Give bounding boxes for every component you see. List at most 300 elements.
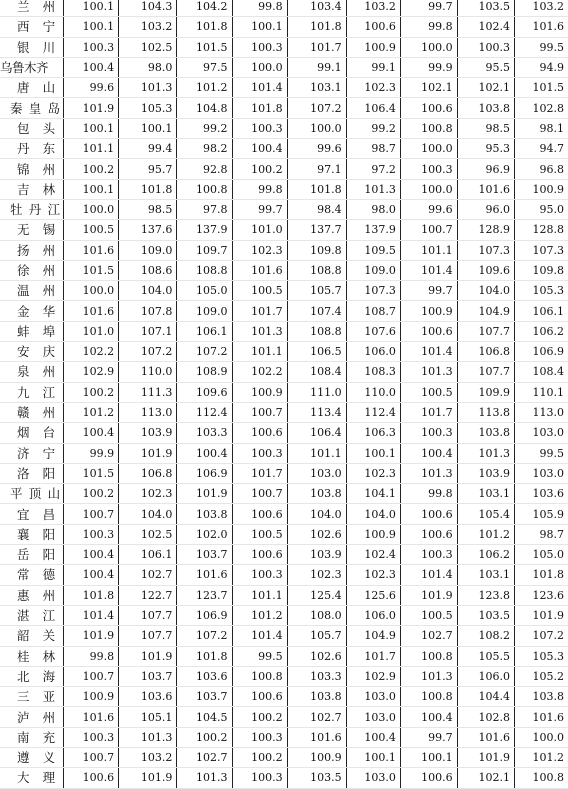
index-value-cell: 100.6 bbox=[232, 545, 287, 565]
index-value-cell: 100.9 bbox=[64, 687, 119, 707]
index-value-cell: 103.8 bbox=[287, 687, 346, 707]
index-value-cell: 109.6 bbox=[177, 382, 232, 402]
table-row bbox=[0, 37, 568, 57]
index-value-cell: 98.7 bbox=[515, 524, 568, 544]
city-name: 赣 州 bbox=[0, 402, 64, 422]
table-row bbox=[0, 687, 568, 707]
index-value-cell: 108.0 bbox=[287, 605, 346, 625]
city-name: 乌鲁木齐 bbox=[0, 57, 64, 77]
index-value-cell: 103.0 bbox=[346, 687, 400, 707]
index-value-cell: 101.9 bbox=[119, 646, 177, 666]
index-value-cell: 101.7 bbox=[232, 301, 287, 321]
index-value-cell: 94.9 bbox=[515, 57, 568, 77]
index-value-cell: 102.3 bbox=[346, 78, 400, 98]
index-value-cell: 104.4 bbox=[457, 687, 514, 707]
index-value-cell: 106.9 bbox=[177, 605, 232, 625]
city-name: 无 锡 bbox=[0, 220, 64, 240]
index-value-cell: 99.4 bbox=[119, 139, 177, 159]
index-value-cell: 99.5 bbox=[515, 443, 568, 463]
city-name: 常 德 bbox=[0, 565, 64, 585]
index-value-cell: 108.4 bbox=[287, 362, 346, 382]
index-value-cell: 98.5 bbox=[457, 118, 514, 138]
index-value-cell: 103.7 bbox=[119, 666, 177, 686]
index-value-cell: 103.2 bbox=[515, 0, 568, 17]
table-row bbox=[0, 443, 568, 463]
index-value-cell: 100.1 bbox=[64, 17, 119, 37]
index-value-cell: 107.2 bbox=[515, 626, 568, 646]
index-value-cell: 103.0 bbox=[515, 423, 568, 443]
index-value-cell: 106.4 bbox=[346, 98, 400, 118]
index-value-cell: 101.1 bbox=[232, 342, 287, 362]
index-value-cell: 102.1 bbox=[457, 768, 514, 788]
index-value-cell: 106.9 bbox=[515, 342, 568, 362]
city-name: 锦 州 bbox=[0, 159, 64, 179]
index-value-cell: 104.8 bbox=[177, 98, 232, 118]
index-value-cell: 103.6 bbox=[515, 484, 568, 504]
table-row bbox=[0, 768, 568, 788]
index-value-cell: 97.1 bbox=[287, 159, 346, 179]
index-value-cell: 101.3 bbox=[346, 179, 400, 199]
index-value-cell: 105.7 bbox=[287, 626, 346, 646]
index-value-cell: 101.9 bbox=[515, 605, 568, 625]
table-row bbox=[0, 199, 568, 219]
city-name: 平顶山 bbox=[0, 484, 64, 504]
index-value-cell: 100.5 bbox=[400, 382, 457, 402]
city-name: 扬 州 bbox=[0, 240, 64, 260]
index-value-cell: 101.8 bbox=[177, 17, 232, 37]
index-value-cell: 107.3 bbox=[346, 281, 400, 301]
index-value-cell: 101.1 bbox=[287, 443, 346, 463]
index-value-cell: 106.3 bbox=[346, 423, 400, 443]
index-value-cell: 103.9 bbox=[287, 545, 346, 565]
index-value-cell: 102.3 bbox=[346, 463, 400, 483]
index-value-cell: 100.2 bbox=[64, 382, 119, 402]
index-value-cell: 101.3 bbox=[457, 443, 514, 463]
table-row bbox=[0, 321, 568, 341]
index-value-cell: 102.0 bbox=[177, 524, 232, 544]
index-value-cell: 100.9 bbox=[515, 179, 568, 199]
index-value-cell: 96.8 bbox=[515, 159, 568, 179]
index-value-cell: 94.7 bbox=[515, 139, 568, 159]
city-name: 南 充 bbox=[0, 727, 64, 747]
index-value-cell: 100.7 bbox=[64, 666, 119, 686]
index-value-cell: 107.7 bbox=[119, 605, 177, 625]
index-value-cell: 100.1 bbox=[346, 747, 400, 767]
index-value-cell: 104.0 bbox=[457, 281, 514, 301]
table-row bbox=[0, 504, 568, 524]
table-row bbox=[0, 463, 568, 483]
index-value-cell: 104.1 bbox=[346, 484, 400, 504]
table-row bbox=[0, 524, 568, 544]
index-value-cell: 100.6 bbox=[64, 768, 119, 788]
city-name: 岳 阳 bbox=[0, 545, 64, 565]
index-value-cell: 103.1 bbox=[457, 484, 514, 504]
index-value-cell: 100.4 bbox=[346, 727, 400, 747]
index-value-cell: 106.0 bbox=[346, 342, 400, 362]
index-value-cell: 99.9 bbox=[400, 57, 457, 77]
index-value-cell: 99.2 bbox=[346, 118, 400, 138]
table-row bbox=[0, 57, 568, 77]
index-value-cell: 101.6 bbox=[287, 727, 346, 747]
index-value-cell: 109.9 bbox=[457, 382, 514, 402]
table-row bbox=[0, 260, 568, 280]
index-value-cell: 97.8 bbox=[177, 199, 232, 219]
index-value-cell: 106.5 bbox=[287, 342, 346, 362]
table-row bbox=[0, 301, 568, 321]
index-value-cell: 100.7 bbox=[232, 402, 287, 422]
index-value-cell: 99.8 bbox=[232, 0, 287, 17]
index-value-cell: 100.9 bbox=[232, 382, 287, 402]
index-value-cell: 99.8 bbox=[400, 484, 457, 504]
index-value-cell: 112.4 bbox=[346, 402, 400, 422]
index-value-cell: 104.0 bbox=[287, 504, 346, 524]
index-value-cell: 99.7 bbox=[400, 0, 457, 17]
index-value-cell: 92.8 bbox=[177, 159, 232, 179]
index-value-cell: 107.2 bbox=[177, 342, 232, 362]
table-row bbox=[0, 747, 568, 767]
index-value-cell: 103.2 bbox=[119, 747, 177, 767]
index-value-cell: 100.5 bbox=[64, 220, 119, 240]
index-value-cell: 101.4 bbox=[400, 565, 457, 585]
city-name: 兰 州 bbox=[0, 0, 64, 17]
index-value-cell: 102.3 bbox=[232, 240, 287, 260]
index-value-cell: 102.7 bbox=[119, 565, 177, 585]
index-value-cell: 101.7 bbox=[346, 646, 400, 666]
index-value-cell: 105.5 bbox=[457, 646, 514, 666]
index-value-cell: 100.1 bbox=[64, 179, 119, 199]
index-value-cell: 107.4 bbox=[287, 301, 346, 321]
index-value-cell: 100.0 bbox=[64, 199, 119, 219]
index-value-cell: 98.5 bbox=[119, 199, 177, 219]
index-value-cell: 100.7 bbox=[64, 504, 119, 524]
index-value-cell: 102.3 bbox=[119, 484, 177, 504]
index-value-cell: 107.3 bbox=[457, 240, 514, 260]
index-value-cell: 104.0 bbox=[119, 504, 177, 524]
index-value-cell: 100.5 bbox=[232, 524, 287, 544]
city-name: 包 头 bbox=[0, 118, 64, 138]
index-value-cell: 106.1 bbox=[515, 301, 568, 321]
index-value-cell: 100.3 bbox=[457, 37, 514, 57]
index-value-cell: 101.7 bbox=[232, 463, 287, 483]
index-value-cell: 101.8 bbox=[177, 646, 232, 666]
index-value-cell: 109.0 bbox=[177, 301, 232, 321]
index-value-cell: 100.1 bbox=[64, 118, 119, 138]
index-value-cell: 101.6 bbox=[232, 260, 287, 280]
index-value-cell: 99.7 bbox=[232, 199, 287, 219]
index-value-cell: 110.1 bbox=[515, 382, 568, 402]
index-value-cell: 107.7 bbox=[119, 626, 177, 646]
index-value-cell: 100.2 bbox=[64, 484, 119, 504]
index-value-cell: 113.0 bbox=[515, 402, 568, 422]
index-value-cell: 103.0 bbox=[346, 707, 400, 727]
index-value-cell: 101.1 bbox=[64, 139, 119, 159]
index-value-cell: 101.4 bbox=[400, 260, 457, 280]
index-value-cell: 101.9 bbox=[119, 768, 177, 788]
index-value-cell: 100.8 bbox=[400, 687, 457, 707]
city-name: 秦皇岛 bbox=[0, 98, 64, 118]
index-value-cell: 101.1 bbox=[232, 585, 287, 605]
index-value-cell: 100.0 bbox=[400, 139, 457, 159]
index-value-cell: 98.0 bbox=[346, 199, 400, 219]
index-value-cell: 100.6 bbox=[400, 768, 457, 788]
index-value-cell: 96.0 bbox=[457, 199, 514, 219]
index-value-cell: 99.6 bbox=[400, 199, 457, 219]
index-value-cell: 101.0 bbox=[232, 220, 287, 240]
index-value-cell: 97.5 bbox=[177, 57, 232, 77]
city-name: 安 庆 bbox=[0, 342, 64, 362]
index-value-cell: 123.8 bbox=[457, 585, 514, 605]
index-value-cell: 95.3 bbox=[457, 139, 514, 159]
index-value-cell: 100.4 bbox=[400, 707, 457, 727]
index-value-cell: 107.7 bbox=[457, 321, 514, 341]
table-row bbox=[0, 220, 568, 240]
index-value-cell: 102.6 bbox=[287, 524, 346, 544]
index-value-cell: 100.2 bbox=[64, 159, 119, 179]
table-row bbox=[0, 423, 568, 443]
index-value-cell: 100.3 bbox=[400, 159, 457, 179]
city-name: 吉 林 bbox=[0, 179, 64, 199]
index-value-cell: 100.3 bbox=[400, 545, 457, 565]
index-value-cell: 103.1 bbox=[457, 565, 514, 585]
index-value-cell: 107.6 bbox=[346, 321, 400, 341]
index-value-cell: 106.1 bbox=[119, 545, 177, 565]
index-value-cell: 104.3 bbox=[119, 0, 177, 17]
index-value-cell: 108.4 bbox=[515, 362, 568, 382]
index-value-cell: 105.1 bbox=[119, 707, 177, 727]
table-row bbox=[0, 646, 568, 666]
index-value-cell: 109.0 bbox=[119, 240, 177, 260]
index-value-cell: 106.0 bbox=[457, 666, 514, 686]
index-value-cell: 110.0 bbox=[119, 362, 177, 382]
index-value-cell: 105.0 bbox=[515, 545, 568, 565]
index-value-cell: 113.0 bbox=[119, 402, 177, 422]
index-value-cell: 100.0 bbox=[400, 37, 457, 57]
index-value-cell: 100.0 bbox=[515, 727, 568, 747]
index-value-cell: 101.2 bbox=[515, 747, 568, 767]
index-value-cell: 102.9 bbox=[346, 666, 400, 686]
index-value-cell: 112.4 bbox=[177, 402, 232, 422]
city-name: 桂 林 bbox=[0, 646, 64, 666]
index-value-cell: 100.2 bbox=[232, 707, 287, 727]
index-value-cell: 103.8 bbox=[457, 98, 514, 118]
table-row bbox=[0, 118, 568, 138]
index-value-cell: 123.7 bbox=[177, 585, 232, 605]
index-value-cell: 102.2 bbox=[64, 342, 119, 362]
index-value-cell: 104.9 bbox=[346, 626, 400, 646]
index-value-cell: 103.0 bbox=[515, 463, 568, 483]
city-name: 丹 东 bbox=[0, 139, 64, 159]
city-name: 洛 阳 bbox=[0, 463, 64, 483]
index-value-cell: 109.8 bbox=[515, 260, 568, 280]
index-value-cell: 102.7 bbox=[177, 747, 232, 767]
index-value-cell: 107.2 bbox=[177, 626, 232, 646]
index-value-cell: 107.3 bbox=[515, 240, 568, 260]
index-value-cell: 102.7 bbox=[400, 626, 457, 646]
index-value-cell: 101.8 bbox=[515, 565, 568, 585]
index-value-cell: 101.8 bbox=[287, 179, 346, 199]
city-name: 金 华 bbox=[0, 301, 64, 321]
index-value-cell: 106.2 bbox=[457, 545, 514, 565]
index-value-cell: 113.4 bbox=[287, 402, 346, 422]
index-value-cell: 101.6 bbox=[64, 707, 119, 727]
index-value-cell: 101.5 bbox=[177, 37, 232, 57]
index-value-cell: 100.3 bbox=[64, 524, 119, 544]
index-value-cell: 106.0 bbox=[346, 605, 400, 625]
index-value-cell: 103.5 bbox=[287, 768, 346, 788]
table-row bbox=[0, 0, 568, 17]
index-value-cell: 103.5 bbox=[457, 605, 514, 625]
index-value-cell: 95.7 bbox=[119, 159, 177, 179]
index-value-cell: 100.9 bbox=[346, 37, 400, 57]
index-value-cell: 101.9 bbox=[119, 443, 177, 463]
table-row bbox=[0, 179, 568, 199]
index-value-cell: 101.2 bbox=[177, 78, 232, 98]
index-value-cell: 99.5 bbox=[232, 646, 287, 666]
index-value-cell: 128.9 bbox=[457, 220, 514, 240]
index-value-cell: 101.4 bbox=[400, 342, 457, 362]
index-value-cell: 103.3 bbox=[177, 423, 232, 443]
index-value-cell: 101.2 bbox=[64, 402, 119, 422]
index-value-cell: 100.6 bbox=[400, 504, 457, 524]
index-value-cell: 106.8 bbox=[119, 463, 177, 483]
index-value-cell: 103.0 bbox=[287, 463, 346, 483]
table-row bbox=[0, 707, 568, 727]
index-value-cell: 103.8 bbox=[457, 423, 514, 443]
index-value-cell: 137.6 bbox=[119, 220, 177, 240]
index-value-cell: 100.7 bbox=[64, 747, 119, 767]
index-value-cell: 101.8 bbox=[232, 98, 287, 118]
index-value-cell: 109.0 bbox=[346, 260, 400, 280]
index-value-cell: 102.2 bbox=[232, 362, 287, 382]
index-value-cell: 104.2 bbox=[177, 0, 232, 17]
city-name: 襄 阳 bbox=[0, 524, 64, 544]
index-value-cell: 103.2 bbox=[119, 17, 177, 37]
index-value-cell: 102.1 bbox=[457, 78, 514, 98]
index-value-cell: 101.3 bbox=[400, 666, 457, 686]
table-row bbox=[0, 98, 568, 118]
index-value-cell: 101.7 bbox=[400, 402, 457, 422]
table-row bbox=[0, 626, 568, 646]
index-value-cell: 105.3 bbox=[119, 98, 177, 118]
index-value-cell: 106.8 bbox=[457, 342, 514, 362]
index-value-cell: 99.7 bbox=[400, 727, 457, 747]
index-value-cell: 101.4 bbox=[232, 78, 287, 98]
table-row bbox=[0, 17, 568, 37]
index-value-cell: 128.8 bbox=[515, 220, 568, 240]
index-value-cell: 100.1 bbox=[400, 747, 457, 767]
city-name: 惠 州 bbox=[0, 585, 64, 605]
index-value-cell: 100.6 bbox=[346, 17, 400, 37]
index-value-cell: 100.0 bbox=[64, 281, 119, 301]
index-value-cell: 109.7 bbox=[177, 240, 232, 260]
index-value-cell: 99.6 bbox=[64, 78, 119, 98]
index-value-cell: 100.4 bbox=[400, 443, 457, 463]
index-value-cell: 98.0 bbox=[119, 57, 177, 77]
index-value-cell: 101.5 bbox=[64, 463, 119, 483]
city-name: 湛 江 bbox=[0, 605, 64, 625]
index-value-cell: 101.2 bbox=[457, 524, 514, 544]
table-row bbox=[0, 565, 568, 585]
table-row bbox=[0, 159, 568, 179]
index-value-cell: 100.0 bbox=[287, 118, 346, 138]
index-value-cell: 99.1 bbox=[346, 57, 400, 77]
index-value-cell: 106.2 bbox=[515, 321, 568, 341]
index-value-cell: 100.5 bbox=[232, 281, 287, 301]
city-name: 泸 州 bbox=[0, 707, 64, 727]
index-value-cell: 99.8 bbox=[400, 17, 457, 37]
index-value-cell: 101.9 bbox=[400, 585, 457, 605]
index-value-cell: 100.2 bbox=[177, 727, 232, 747]
index-value-cell: 109.8 bbox=[287, 240, 346, 260]
index-value-cell: 96.9 bbox=[457, 159, 514, 179]
index-value-cell: 101.9 bbox=[64, 626, 119, 646]
index-value-cell: 109.5 bbox=[346, 240, 400, 260]
index-value-cell: 95.5 bbox=[457, 57, 514, 77]
index-value-cell: 104.0 bbox=[119, 281, 177, 301]
table-row bbox=[0, 78, 568, 98]
index-value-cell: 100.4 bbox=[64, 565, 119, 585]
index-value-cell: 100.8 bbox=[400, 646, 457, 666]
city-name: 宜 昌 bbox=[0, 504, 64, 524]
city-name: 泉 州 bbox=[0, 362, 64, 382]
city-name: 银 川 bbox=[0, 37, 64, 57]
index-value-cell: 100.3 bbox=[232, 443, 287, 463]
table-row bbox=[0, 585, 568, 605]
index-value-cell: 99.8 bbox=[64, 646, 119, 666]
table-row bbox=[0, 727, 568, 747]
index-value-cell: 110.0 bbox=[346, 382, 400, 402]
index-value-cell: 95.0 bbox=[515, 199, 568, 219]
index-value-cell: 105.2 bbox=[515, 666, 568, 686]
city-name: 烟 台 bbox=[0, 423, 64, 443]
index-value-cell: 125.6 bbox=[346, 585, 400, 605]
index-value-cell: 106.1 bbox=[177, 321, 232, 341]
index-value-cell: 137.7 bbox=[287, 220, 346, 240]
index-value-cell: 102.3 bbox=[346, 565, 400, 585]
index-value-cell: 108.8 bbox=[177, 260, 232, 280]
index-value-cell: 101.6 bbox=[457, 179, 514, 199]
index-value-cell: 103.8 bbox=[287, 484, 346, 504]
index-value-cell: 100.6 bbox=[400, 524, 457, 544]
index-value-cell: 103.5 bbox=[457, 0, 514, 17]
index-value-cell: 101.7 bbox=[287, 37, 346, 57]
index-value-cell: 101.6 bbox=[515, 707, 568, 727]
city-name: 温 州 bbox=[0, 281, 64, 301]
index-value-cell: 100.6 bbox=[400, 98, 457, 118]
index-value-cell: 101.6 bbox=[177, 565, 232, 585]
city-name: 徐 州 bbox=[0, 260, 64, 280]
index-value-cell: 100.8 bbox=[232, 666, 287, 686]
index-value-cell: 107.2 bbox=[119, 342, 177, 362]
index-value-cell: 105.0 bbox=[177, 281, 232, 301]
index-value-cell: 100.3 bbox=[232, 768, 287, 788]
index-value-cell: 99.5 bbox=[515, 37, 568, 57]
index-value-cell: 101.6 bbox=[457, 727, 514, 747]
table-row bbox=[0, 362, 568, 382]
index-value-cell: 100.7 bbox=[232, 484, 287, 504]
index-value-cell: 137.9 bbox=[346, 220, 400, 240]
city-name: 遵 义 bbox=[0, 747, 64, 767]
index-value-cell: 105.4 bbox=[457, 504, 514, 524]
index-value-cell: 111.3 bbox=[119, 382, 177, 402]
index-value-cell: 106.9 bbox=[177, 463, 232, 483]
city-name: 牡丹江 bbox=[0, 199, 64, 219]
index-value-cell: 101.6 bbox=[515, 17, 568, 37]
index-value-cell: 99.9 bbox=[64, 443, 119, 463]
index-value-cell: 100.3 bbox=[400, 423, 457, 443]
index-value-cell: 101.4 bbox=[232, 626, 287, 646]
index-value-cell: 103.9 bbox=[119, 423, 177, 443]
